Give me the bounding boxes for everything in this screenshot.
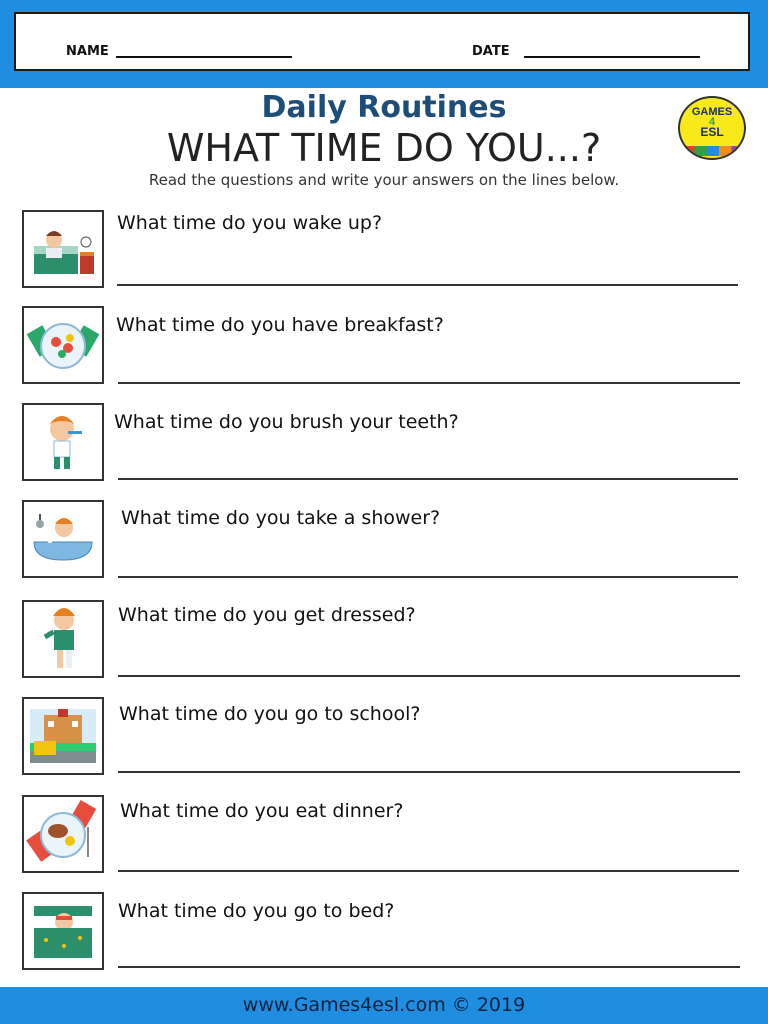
answer-line[interactable] (118, 576, 738, 578)
dinner-icon (22, 795, 104, 873)
answer-line[interactable] (118, 675, 740, 677)
answer-line[interactable] (118, 870, 739, 872)
get-dressed-icon (22, 600, 104, 678)
games4esl-logo (678, 96, 746, 160)
name-field[interactable] (116, 56, 292, 58)
question-text: What time do you have breakfast? (116, 314, 444, 336)
page-subtitle: WHAT TIME DO YOU...? (166, 126, 602, 170)
answer-line[interactable] (118, 382, 740, 384)
page-title: Daily Routines (261, 90, 507, 125)
answer-line[interactable] (117, 284, 738, 286)
logo-colour-strip (682, 146, 744, 156)
question-text: What time do you eat dinner? (120, 800, 404, 822)
date-field[interactable] (524, 56, 700, 58)
school-icon (22, 697, 104, 775)
name-label: NAME (66, 44, 109, 59)
question-text: What time do you wake up? (117, 212, 383, 234)
logo-line-3: ESL (700, 125, 724, 139)
answer-line[interactable] (118, 478, 738, 480)
footer-text: www.Games4esl.com © 2019 (242, 994, 526, 1016)
instructions-text: Read the questions and write your answers on the lines below. (148, 171, 620, 189)
shower-icon (22, 500, 104, 578)
question-text: What time do you take a shower? (121, 507, 441, 529)
answer-line[interactable] (118, 966, 740, 968)
footer (0, 987, 768, 1024)
header-band (0, 0, 768, 88)
date-label: DATE (472, 44, 510, 59)
bed-icon (22, 892, 104, 970)
breakfast-icon (22, 306, 104, 384)
logo-line-1: GAMES (691, 106, 733, 118)
wake-up-icon (22, 210, 104, 288)
question-text: What time do you brush your teeth? (114, 411, 459, 433)
brush-teeth-icon (22, 403, 104, 481)
name-date-box (14, 12, 750, 71)
answer-line[interactable] (118, 771, 740, 773)
question-text: What time do you get dressed? (118, 604, 416, 626)
question-text: What time do you go to school? (119, 703, 421, 725)
question-text: What time do you go to bed? (118, 900, 395, 922)
logo-line-2: 4 (708, 116, 716, 128)
